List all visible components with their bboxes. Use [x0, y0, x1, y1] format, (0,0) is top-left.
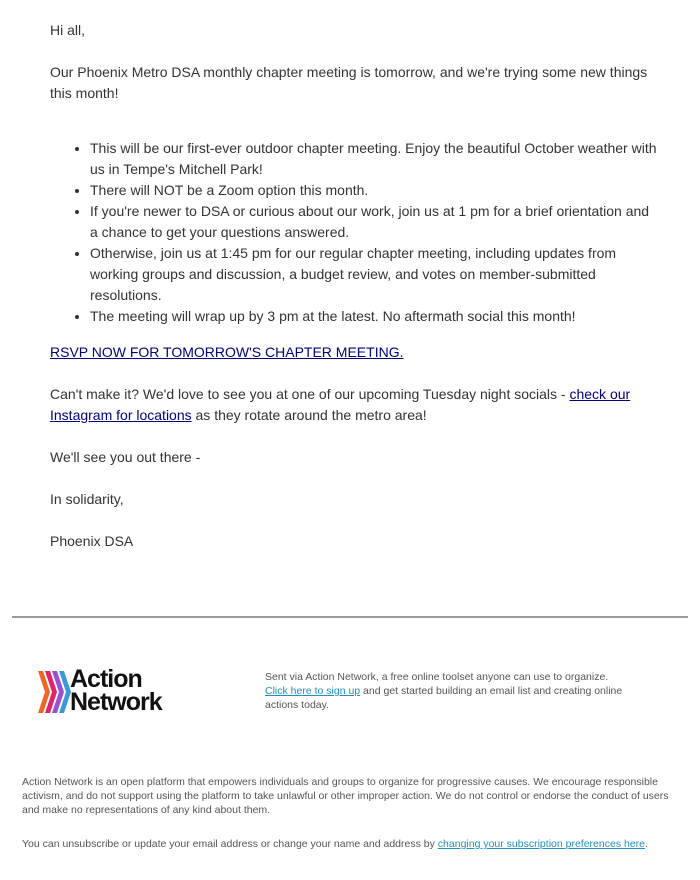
sent-via-text [265, 670, 635, 712]
socials-paragraph [50, 384, 650, 426]
logo-line-network: Network [70, 688, 162, 716]
logo-wordmark [70, 665, 162, 716]
unsubscribe-text [22, 837, 692, 851]
instagram-link[interactable]: check our Instagram for locations [50, 386, 631, 423]
greeting: Hi all, [50, 22, 86, 38]
closing-text: In solidarity, [50, 491, 124, 507]
rsvp-paragraph [50, 342, 403, 363]
disclaimer-text: Action Network is an open platform that empowers individuals and groups to organize for progressive causes. We encourage responsible activism, and do not support using the platform to take unlawful or other improper action. We do not control or endorse the conduct of users and make no representations of any kind about them. [22, 776, 669, 816]
rsvp-link[interactable]: RSVP NOW FOR TOMORROW'S CHAPTER MEETING. [50, 344, 404, 360]
list-item: • Otherwise, join us at 1:45 pm for our regular chapter meeting, including updates from working groups and discussion, a budget review, and votes on member-submitted resolutions. [90, 243, 660, 306]
intro-paragraph: Our Phoenix Metro DSA monthly chapter meeting is tomorrow, and we're trying some new things this month! [50, 64, 648, 101]
list-item: • If you're newer to DSA or curious about our work, join us at 1 pm for a brief orientation and a chance to get your questions answered. [90, 201, 660, 243]
list-item: • The meeting will wrap up by 3 pm at the latest. No aftermath social this month! [90, 306, 660, 327]
list-item: • There will NOT be a Zoom option this month. [90, 180, 660, 201]
chevrons-icon [38, 668, 72, 716]
logo-line-action: Action [70, 665, 142, 693]
unsubscribe-prefix: You can unsubscribe or update your email address or change your name and address by [22, 838, 438, 850]
signature: Phoenix DSA [50, 533, 134, 549]
action-network-logo[interactable] [38, 665, 198, 716]
list-item: • This will be our first-ever outdoor chapter meeting. Enjoy the beautiful October weather with us in Tempe's Mitchell Park! [90, 138, 660, 180]
subscription-preferences-link[interactable]: changing your subscription preferences here [437, 838, 646, 850]
footer-divider [12, 616, 688, 618]
signup-line [265, 684, 635, 712]
see-you-text: We'll see you out there - [50, 449, 201, 465]
socials-text: Can't make it? We'd love to see you at one of our upcoming Tuesday night socials - [50, 386, 570, 402]
sent-via-line: Sent via Action Network, a free online toolset anyone can use to organize. [265, 671, 609, 683]
unsubscribe-suffix: . [645, 838, 648, 850]
socials-text-end: as they rotate around the metro area! [191, 407, 427, 423]
meeting-details-list [50, 138, 660, 327]
signup-line-text: and get started building an email list and creating online actions today. [265, 685, 623, 711]
signup-link[interactable]: Click here to sign up [265, 685, 361, 697]
